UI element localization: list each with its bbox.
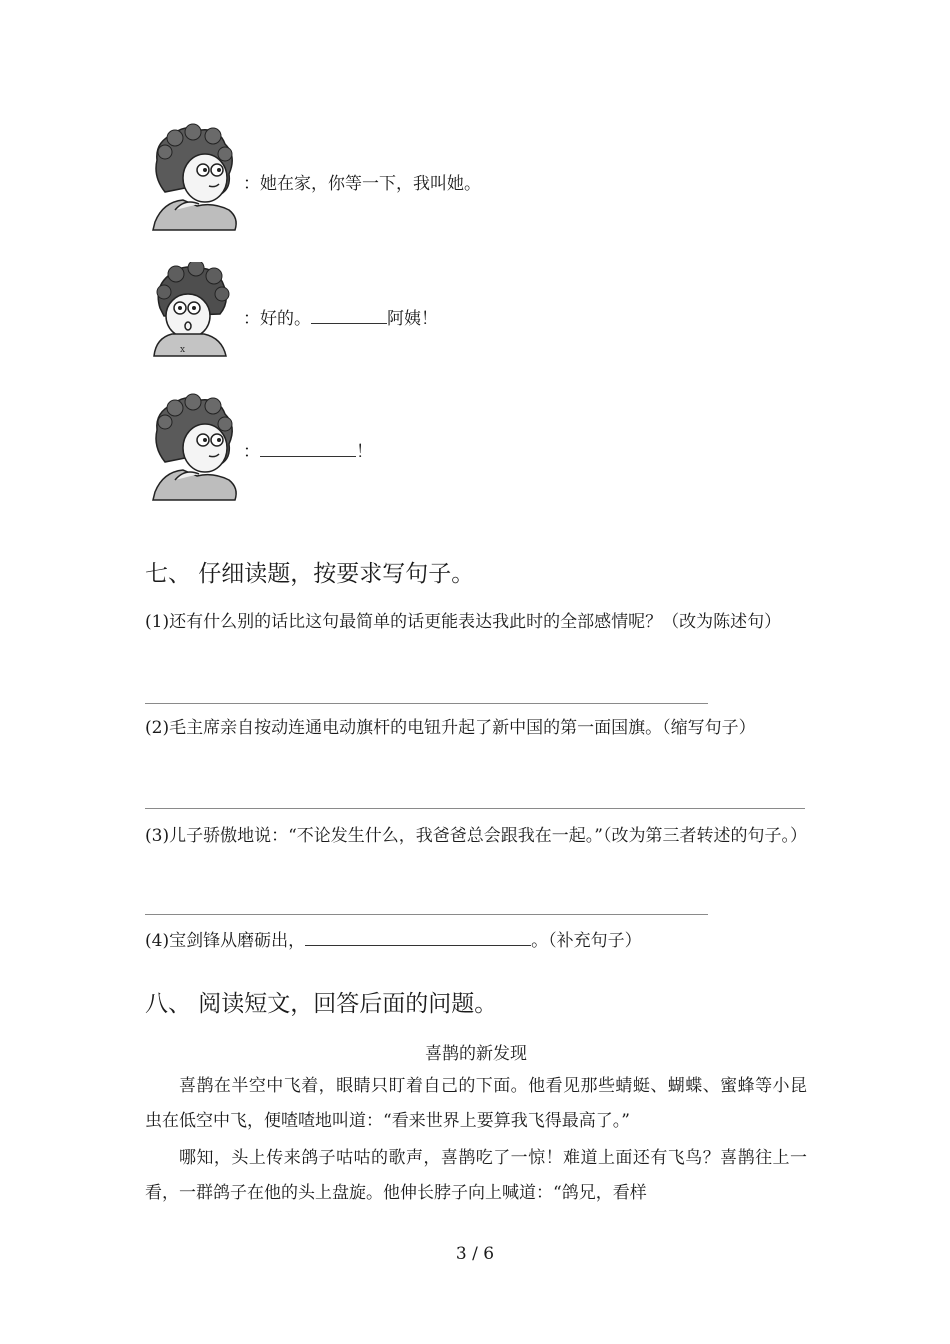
dialogue-text: ：好的。 — [243, 309, 311, 329]
answer-line-1[interactable] — [145, 703, 708, 704]
dialogue-text: ： — [243, 442, 260, 462]
answer-blank[interactable] — [260, 442, 356, 457]
dialogue-text: ：她在家，你等一下，我叫她。 — [243, 174, 481, 194]
svg-text:x: x — [180, 345, 186, 355]
answer-blank[interactable] — [305, 931, 531, 946]
woman-cartoon-icon — [145, 392, 240, 502]
dialogue-text: 阿姨！ — [387, 309, 438, 329]
section-7-title: 七、 仔细读题，按要求写句子。 — [145, 561, 475, 587]
story-paragraph-1: 喜鹊在半空中飞着，眼睛只盯着自己的下面。他看见那些蜻蜓、蝴蝶、蜜蜂等小昆虫在低空中飞，便喳喳地叫道：“看来世界上要算我飞得最高了。” — [145, 1076, 807, 1131]
story-title: 喜鹊的新发现 — [425, 1044, 527, 1064]
dialogue-line-2 — [243, 307, 438, 331]
question-2: (2)毛主席亲自按动连通电动旗杆的电钮升起了新中国的第一面国旗。（缩写句子） — [145, 718, 756, 738]
question-3: (3)儿子骄傲地说：“不论发生什么，我爸爸总会跟我在一起。”（改为第三者转述的句子。） — [145, 826, 807, 846]
question-1: (1)还有什么别的话比这句最简单的话更能表达我此时的全部感情呢？（改为陈述句） — [145, 612, 782, 632]
woman-cartoon-icon — [145, 122, 240, 232]
boy-figure — [150, 262, 230, 360]
dialogue-line-1 — [243, 172, 481, 196]
answer-line-2[interactable] — [145, 808, 805, 809]
woman-figure — [145, 122, 240, 232]
question-text: 。（补充句子） — [531, 931, 642, 951]
answer-line-3[interactable] — [145, 914, 708, 915]
section-8-title: 八、 阅读短文，回答后面的问题。 — [145, 991, 498, 1017]
question-4 — [145, 923, 807, 960]
dialogue-line-3 — [243, 440, 373, 464]
boy-cartoon-icon — [150, 262, 230, 360]
story-paragraph-2: 哪知，头上传来鸽子咕咕的歌声，喜鹊吃了一惊！难道上面还有飞鸟？喜鹊往上一看，一群鸽子在他的头上盘旋。他伸长脖子向上喊道：“鸽兄，看样 — [145, 1148, 807, 1203]
dialogue-text: ！ — [356, 442, 373, 462]
answer-blank[interactable] — [311, 309, 387, 324]
woman-figure — [145, 392, 240, 502]
page-number: 3 / 6 — [455, 1244, 495, 1264]
question-text: (4)宝剑锋从磨砺出， — [145, 931, 306, 951]
